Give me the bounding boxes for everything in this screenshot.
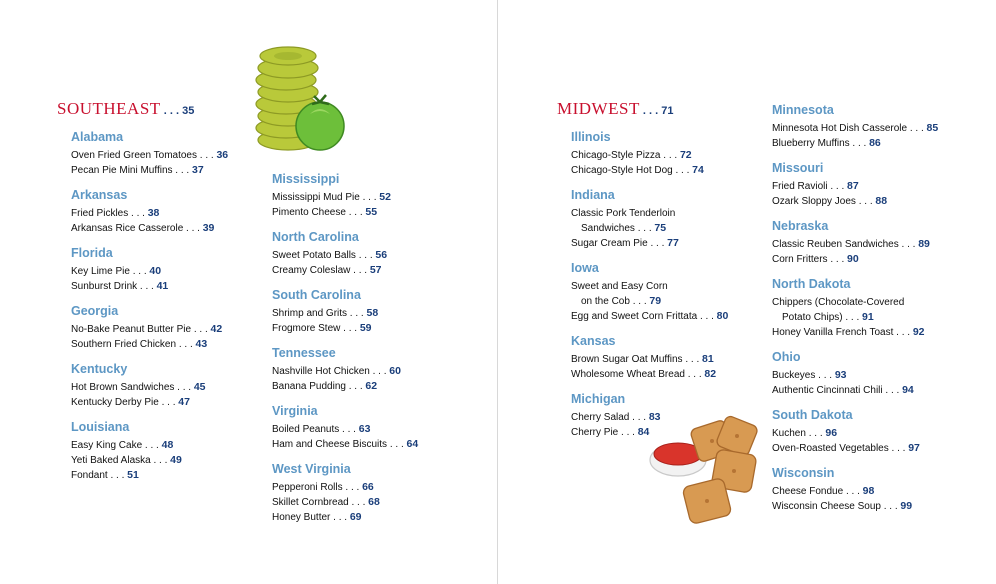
recipe-title: Yeti Baked Alaska xyxy=(71,455,151,466)
recipe-title: Pimento Cheese xyxy=(272,207,346,218)
dot-leader: . . . xyxy=(888,443,909,454)
recipe-page-number: 43 xyxy=(195,338,208,350)
recipe-title: Creamy Coleslaw xyxy=(272,265,351,276)
dot-leader: . . . xyxy=(805,428,826,439)
dot-leader: . . . xyxy=(618,427,638,438)
recipe-page-number: 86 xyxy=(869,137,881,149)
dot-leader: . . . xyxy=(898,239,919,250)
recipe-page-number: 85 xyxy=(926,122,939,134)
recipe-page-number: 88 xyxy=(875,195,888,207)
dot-leader: . . . xyxy=(129,266,150,277)
recipe-entry xyxy=(272,379,512,394)
dot-leader: . . . xyxy=(107,470,128,481)
recipe-title-line-2: on the Cob xyxy=(581,296,630,307)
recipe-title: Sunburst Drink xyxy=(71,281,138,292)
recipe-entry xyxy=(272,263,512,278)
region-heading-southeast xyxy=(57,99,194,119)
recipe-title: Fondant xyxy=(71,470,108,481)
recipe-page-number: 94 xyxy=(902,384,914,396)
recipe-page-number: 52 xyxy=(379,191,391,203)
recipe-page-number: 62 xyxy=(365,380,378,392)
recipe-entry xyxy=(272,495,512,510)
recipe-title: Sugar Cream Pie xyxy=(571,238,648,249)
dot-leader: . . . xyxy=(348,497,369,508)
state-heading: Michigan xyxy=(571,392,626,406)
state-section-north-dakota xyxy=(772,276,996,340)
recipe-title: Authentic Cincinnati Chili xyxy=(772,385,883,396)
recipe-title-line-2: Potato Chips) xyxy=(782,312,843,323)
recipe-list xyxy=(272,480,512,525)
dot-leader: . . . xyxy=(893,327,913,338)
recipe-title: Pecan Pie Mini Muffins xyxy=(71,165,173,176)
recipe-title: Oven-Roasted Vegetables xyxy=(772,443,889,454)
state-heading: Minnesota xyxy=(772,103,834,117)
recipe-title: Fried Pickles xyxy=(71,208,129,219)
recipe-title: Honey Butter xyxy=(272,512,331,523)
recipe-page-number: 74 xyxy=(692,164,704,176)
recipe-list xyxy=(272,364,512,394)
recipe-page-number: 80 xyxy=(716,310,729,322)
recipe-title: Egg and Sweet Corn Frittata xyxy=(571,311,698,322)
recipe-list xyxy=(772,121,996,151)
recipe-entry xyxy=(772,383,996,398)
dot-leader: . . . xyxy=(882,385,903,396)
recipe-title: Oven Fried Green Tomatoes xyxy=(71,150,197,161)
recipe-title: Chippers (Chocolate-Covered xyxy=(772,297,905,308)
fried-ravioli-illustration xyxy=(648,412,764,530)
state-heading: North Dakota xyxy=(772,277,851,291)
state-heading: North Carolina xyxy=(272,230,359,244)
recipe-entry xyxy=(772,484,996,499)
recipe-entry xyxy=(772,136,996,151)
state-section-west-virginia xyxy=(272,461,512,525)
recipe-entry xyxy=(272,437,512,452)
state-section-south-dakota xyxy=(772,407,996,456)
dot-leader: . . . xyxy=(387,439,407,450)
recipe-entry xyxy=(71,148,311,163)
state-section-virginia xyxy=(272,403,512,452)
state-heading: Alabama xyxy=(71,130,124,144)
recipe-entry xyxy=(272,422,512,437)
dot-leader: . . . xyxy=(172,165,192,176)
state-section-ohio xyxy=(772,349,996,398)
recipe-page-number: 81 xyxy=(702,353,714,365)
dot-leader: . . . xyxy=(849,138,870,149)
recipe-entry xyxy=(772,194,996,209)
recipe-page-number: 98 xyxy=(862,485,875,497)
dot-leader: . . . xyxy=(359,192,380,203)
recipe-page-number: 64 xyxy=(406,438,419,450)
recipe-title: Pepperoni Rolls xyxy=(272,482,343,493)
dot-leader: . . . xyxy=(183,223,203,234)
recipe-list xyxy=(272,306,512,336)
recipe-page-number: 69 xyxy=(349,511,362,523)
recipe-title-continued xyxy=(772,310,996,325)
recipe-page-number: 36 xyxy=(216,149,229,161)
state-heading: Florida xyxy=(71,246,113,260)
recipe-entry xyxy=(772,237,996,252)
recipe-entry xyxy=(272,306,512,321)
dot-leader: . . . xyxy=(142,440,162,451)
state-heading: Kansas xyxy=(571,334,616,348)
recipe-title: Chicago-Style Pizza xyxy=(571,150,661,161)
recipe-page-number: 40 xyxy=(149,265,162,277)
recipe-title: Frogmore Stew xyxy=(272,323,341,334)
recipe-title: Arkansas Rice Casserole xyxy=(71,223,184,234)
dot-leader: . . . xyxy=(347,308,367,319)
dot-leader: . . . xyxy=(330,512,350,523)
recipe-title: Skillet Cornbread xyxy=(272,497,349,508)
dot-leader: . . . xyxy=(158,397,179,408)
state-heading: Georgia xyxy=(71,304,119,318)
recipe-title: Brown Sugar Oat Muffins xyxy=(571,354,683,365)
state-section-south-carolina xyxy=(272,287,512,336)
dot-leader: . . . xyxy=(660,150,680,161)
recipe-page-number: 39 xyxy=(202,222,215,234)
recipe-title: Easy King Cake xyxy=(71,440,143,451)
recipe-page-number: 90 xyxy=(847,253,859,265)
dot-leader: . . . xyxy=(672,165,693,176)
dot-leader: . . . xyxy=(137,281,157,292)
state-section-minnesota xyxy=(772,102,996,151)
recipe-list xyxy=(772,484,996,514)
recipe-page-number: 82 xyxy=(704,368,717,380)
recipe-page-number: 77 xyxy=(667,237,679,249)
state-heading: West Virginia xyxy=(272,462,351,476)
recipe-title: Mississippi Mud Pie xyxy=(272,192,360,203)
recipe-title: Hot Brown Sandwiches xyxy=(71,382,175,393)
recipe-page-number: 63 xyxy=(358,423,371,435)
dot-leader: . . . xyxy=(629,296,650,307)
recipe-page-number: 47 xyxy=(178,396,190,408)
region-page: 71 xyxy=(661,105,674,117)
recipe-page-number: 56 xyxy=(375,249,388,261)
dot-leader: . . . xyxy=(880,501,901,512)
recipe-page-number: 84 xyxy=(637,426,650,438)
recipe-page-number: 72 xyxy=(679,149,692,161)
recipe-title: Sweet and Easy Corn xyxy=(571,281,668,292)
dot-leader: . . . xyxy=(174,382,194,393)
recipe-page-number: 75 xyxy=(654,222,667,234)
state-section-wisconsin xyxy=(772,465,996,514)
region-leader: . . . xyxy=(160,105,183,117)
state-heading: Iowa xyxy=(571,261,599,275)
dot-leader: . . . xyxy=(682,354,702,365)
recipe-page-number: 38 xyxy=(147,207,160,219)
recipe-page-number: 45 xyxy=(193,381,206,393)
recipe-title: Sweet Potato Balls xyxy=(272,250,356,261)
recipe-entry xyxy=(272,190,512,205)
recipe-title: Shrimp and Grits xyxy=(272,308,348,319)
recipe-entry xyxy=(272,364,512,379)
dot-leader: . . . xyxy=(355,250,376,261)
recipe-entry xyxy=(272,321,512,336)
dot-leader: . . . xyxy=(369,366,390,377)
state-section-tennessee xyxy=(272,345,512,394)
recipe-entry xyxy=(772,368,996,383)
dot-leader: . . . xyxy=(150,455,171,466)
state-heading: Wisconsin xyxy=(772,466,835,480)
recipe-title: Cherry Pie xyxy=(571,427,619,438)
recipe-title: Southern Fried Chicken xyxy=(71,339,177,350)
recipe-list xyxy=(272,248,512,278)
dot-leader: . . . xyxy=(697,311,717,322)
dot-leader: . . . xyxy=(855,196,876,207)
recipe-title: Kentucky Derby Pie xyxy=(71,397,159,408)
recipe-title: Chicago-Style Hot Dog xyxy=(571,165,673,176)
region-leader: . . . xyxy=(639,105,662,117)
state-heading: Indiana xyxy=(571,188,615,202)
recipe-page-number: 48 xyxy=(161,439,174,451)
recipe-list xyxy=(772,295,996,340)
recipe-page-number: 91 xyxy=(862,311,874,323)
recipe-page-number: 66 xyxy=(362,481,374,493)
recipe-list xyxy=(272,422,512,452)
recipe-title: Wholesome Wheat Bread xyxy=(571,369,685,380)
recipe-page-number: 42 xyxy=(210,323,223,335)
recipe-page-number: 99 xyxy=(900,500,913,512)
recipe-entry xyxy=(772,252,996,267)
recipe-title: No-Bake Peanut Butter Pie xyxy=(71,324,192,335)
recipe-entry xyxy=(772,441,996,456)
recipe-title: Cheese Fondue xyxy=(772,486,844,497)
recipe-title: Nashville Hot Chicken xyxy=(272,366,370,377)
recipe-title: Classic Reuben Sandwiches xyxy=(772,239,899,250)
recipe-page-number: 96 xyxy=(825,427,838,439)
state-section-nebraska xyxy=(772,218,996,267)
dot-leader: . . . xyxy=(197,150,217,161)
recipe-entry xyxy=(272,510,512,525)
region-name: SOUTHEAST xyxy=(57,99,161,118)
recipe-title: Ozark Sloppy Joes xyxy=(772,196,856,207)
region-heading-midwest xyxy=(557,99,673,119)
recipe-title: Minnesota Hot Dish Casserole xyxy=(772,123,908,134)
dot-leader: . . . xyxy=(176,339,196,350)
state-heading: Arkansas xyxy=(71,188,128,202)
recipe-entry xyxy=(772,499,996,514)
recipe-page-number: 60 xyxy=(389,365,401,377)
recipe-page-number: 37 xyxy=(191,164,204,176)
state-heading: South Carolina xyxy=(272,288,361,302)
dot-leader: . . . xyxy=(345,207,366,218)
recipe-list xyxy=(772,237,996,267)
dot-leader: . . . xyxy=(345,381,366,392)
dot-leader: . . . xyxy=(827,181,848,192)
recipe-page-number: 93 xyxy=(834,369,847,381)
dot-leader: . . . xyxy=(827,254,848,265)
recipe-title: Classic Pork Tenderloin xyxy=(571,208,676,219)
region-page: 35 xyxy=(182,105,195,117)
state-heading: Ohio xyxy=(772,350,801,364)
dot-leader: . . . xyxy=(342,482,363,493)
dot-leader: . . . xyxy=(907,123,927,134)
state-section-missouri xyxy=(772,160,996,209)
recipe-entry xyxy=(772,426,996,441)
state-section-north-carolina xyxy=(272,229,512,278)
recipe-page-number: 57 xyxy=(369,264,382,276)
state-heading: Missouri xyxy=(772,161,824,175)
recipe-entry xyxy=(772,179,996,194)
recipe-page-number: 87 xyxy=(847,180,859,192)
recipe-title: Kuchen xyxy=(772,428,806,439)
recipe-title: Honey Vanilla French Toast xyxy=(772,327,894,338)
dot-leader: . . . xyxy=(629,412,649,423)
recipe-page-number: 83 xyxy=(648,411,661,423)
recipe-entry xyxy=(772,295,996,325)
recipe-list xyxy=(772,179,996,209)
dot-leader: . . . xyxy=(339,424,359,435)
recipe-page-number: 51 xyxy=(127,469,139,481)
dot-leader: . . . xyxy=(815,370,835,381)
recipe-list xyxy=(272,190,512,220)
recipe-title: Wisconsin Cheese Soup xyxy=(772,501,881,512)
dot-leader: . . . xyxy=(340,323,360,334)
dot-leader: . . . xyxy=(647,238,668,249)
recipe-entry xyxy=(772,325,996,340)
recipe-page-number: 92 xyxy=(912,326,925,338)
recipe-page-number: 68 xyxy=(368,496,380,508)
recipe-title: Buckeyes xyxy=(772,370,816,381)
dot-leader: . . . xyxy=(634,223,655,234)
recipe-entry xyxy=(272,248,512,263)
state-heading: Illinois xyxy=(571,130,611,144)
recipe-title: Cherry Salad xyxy=(571,412,630,423)
region-name: MIDWEST xyxy=(557,99,640,118)
dot-leader: . . . xyxy=(128,208,148,219)
state-heading: Mississippi xyxy=(272,172,340,186)
state-heading: Kentucky xyxy=(71,362,128,376)
state-heading: Tennessee xyxy=(272,346,336,360)
recipe-entry xyxy=(272,480,512,495)
recipe-page-number: 49 xyxy=(170,454,182,466)
recipe-list xyxy=(772,426,996,456)
state-heading: Louisiana xyxy=(71,420,130,434)
southeast-column-2 xyxy=(272,171,512,534)
recipe-entry xyxy=(272,205,512,220)
dot-leader: . . . xyxy=(350,265,370,276)
state-section-mississippi xyxy=(272,171,512,220)
recipe-list xyxy=(772,368,996,398)
recipe-page-number: 58 xyxy=(366,307,379,319)
recipe-page-number: 41 xyxy=(156,280,169,292)
recipe-title: Boiled Peanuts xyxy=(272,424,340,435)
dot-leader: . . . xyxy=(843,486,863,497)
recipe-title: Fried Ravioli xyxy=(772,181,828,192)
recipe-entry xyxy=(772,121,996,136)
state-heading: Virginia xyxy=(272,404,318,418)
recipe-page-number: 97 xyxy=(908,442,920,454)
state-heading: South Dakota xyxy=(772,408,853,422)
recipe-page-number: 79 xyxy=(649,295,662,307)
recipe-title: Banana Pudding xyxy=(272,381,346,392)
recipe-page-number: 55 xyxy=(365,206,378,218)
recipe-title: Corn Fritters xyxy=(772,254,828,265)
dot-leader: . . . xyxy=(842,312,863,323)
recipe-page-number: 89 xyxy=(918,238,930,250)
recipe-title: Blueberry Muffins xyxy=(772,138,850,149)
dot-leader: . . . xyxy=(191,324,211,335)
dot-leader: . . . xyxy=(684,369,705,380)
recipe-title: Ham and Cheese Biscuits xyxy=(272,439,388,450)
recipe-title-line-2: Sandwiches xyxy=(581,223,635,234)
midwest-column-2 xyxy=(772,102,996,523)
recipe-page-number: 59 xyxy=(359,322,372,334)
recipe-title: Key Lime Pie xyxy=(71,266,130,277)
state-heading: Nebraska xyxy=(772,219,829,233)
